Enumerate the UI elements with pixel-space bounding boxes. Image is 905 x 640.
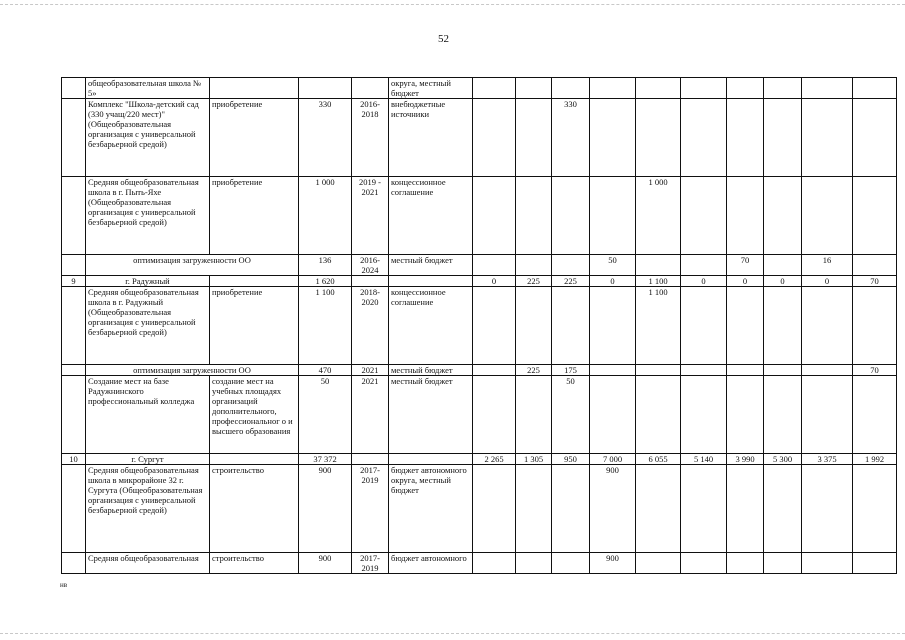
cell-y4 [590,287,636,365]
cell-y2 [516,376,552,454]
cell-y3: 175 [552,365,590,376]
cell-y2: 225 [516,365,552,376]
cell-y4: 7 000 [590,454,636,465]
cell-y6 [681,553,727,574]
table-row [62,255,897,276]
cell-y4 [590,99,636,177]
cell-y5 [636,553,681,574]
cell-qty: 900 [299,553,352,574]
cell-src: округа, местный бюджет [389,78,473,99]
cell-years: 2021 [352,376,389,454]
cell-y7 [727,376,764,454]
cell-y4 [590,365,636,376]
cell-y2 [516,255,552,276]
cell-name: оптимизация загруженности ОО [86,255,299,276]
cell-y1 [473,365,516,376]
cell-y5 [636,255,681,276]
cell-y3 [552,465,590,553]
cell-y9 [802,287,853,365]
cell-y1 [473,255,516,276]
cell-y7: 3 990 [727,454,764,465]
cell-qty: 1 620 [299,276,352,287]
cell-y3 [552,287,590,365]
footer-mark: нв [60,581,68,589]
cell-y7 [727,177,764,255]
cell-y7 [727,78,764,99]
table-row [62,376,897,454]
cell-years [352,454,389,465]
cell-y1 [473,465,516,553]
cell-name: Создание мест на базе Радужнинского профессиональный колледжа [86,376,210,454]
scan-bottom-edge [0,633,905,634]
cell-n [62,177,86,255]
cell-y7: 0 [727,276,764,287]
cell-y5 [636,465,681,553]
cell-y7 [727,465,764,553]
cell-y2: 1 305 [516,454,552,465]
cell-y1 [473,376,516,454]
cell-years [352,276,389,287]
cell-y1 [473,78,516,99]
cell-y3: 950 [552,454,590,465]
cell-type: строительство [210,465,299,553]
cell-y6 [681,365,727,376]
cell-qty: 470 [299,365,352,376]
cell-y4: 50 [590,255,636,276]
cell-y10 [853,177,897,255]
cell-y2 [516,465,552,553]
cell-qty: 1 100 [299,287,352,365]
cell-y1 [473,553,516,574]
cell-y7 [727,99,764,177]
cell-y8 [764,287,802,365]
cell-y3: 50 [552,376,590,454]
cell-src: местный бюджет [389,365,473,376]
cell-y8: 0 [764,276,802,287]
cell-years: 2016-2024 [352,255,389,276]
cell-type [210,454,299,465]
cell-y1 [473,287,516,365]
cell-y6 [681,177,727,255]
page-number: 52 [438,33,449,45]
cell-y4: 0 [590,276,636,287]
cell-src: бюджет автономного [389,553,473,574]
cell-y6 [681,287,727,365]
cell-qty: 136 [299,255,352,276]
cell-y4: 900 [590,553,636,574]
cell-y9 [802,465,853,553]
cell-n [62,287,86,365]
cell-years: 2017-2019 [352,553,389,574]
table-row [62,99,897,177]
cell-y3 [552,78,590,99]
cell-y4 [590,376,636,454]
cell-n: 9 [62,276,86,287]
cell-y10 [853,287,897,365]
cell-qty: 900 [299,465,352,553]
cell-n [62,553,86,574]
cell-y10 [853,78,897,99]
cell-years: 2019 - 2021 [352,177,389,255]
cell-y4 [590,177,636,255]
cell-y8 [764,78,802,99]
cell-y5 [636,78,681,99]
cell-type [210,78,299,99]
cell-y5 [636,99,681,177]
cell-years: 2017-2019 [352,465,389,553]
cell-qty: 50 [299,376,352,454]
cell-y8 [764,177,802,255]
cell-y3: 330 [552,99,590,177]
cell-src: внебюджетные источники [389,99,473,177]
cell-type: приобретение [210,287,299,365]
cell-y7: 70 [727,255,764,276]
cell-src [389,454,473,465]
cell-y6 [681,99,727,177]
cell-y9 [802,553,853,574]
cell-y10: 70 [853,276,897,287]
cell-src: местный бюджет [389,376,473,454]
cell-y10: 1 992 [853,454,897,465]
cell-y8: 5 300 [764,454,802,465]
cell-type: приобретение [210,99,299,177]
cell-y1 [473,177,516,255]
cell-name: Средняя общеобразовательная [86,553,210,574]
cell-type [210,276,299,287]
cell-name: Средняя общеобразовательная школа в г. Пыть-Яхе (Общеобразовательная организация с универсальной безбарьерной средой) [86,177,210,255]
cell-y10 [853,99,897,177]
cell-n [62,99,86,177]
cell-y6 [681,465,727,553]
cell-y5: 1 100 [636,287,681,365]
table-row [62,276,897,287]
cell-name: общеобразовательная школа № 5» [86,78,210,99]
cell-y8 [764,99,802,177]
cell-y10 [853,465,897,553]
cell-y3 [552,177,590,255]
cell-type: приобретение [210,177,299,255]
cell-y9 [802,177,853,255]
cell-src: местный бюджет [389,255,473,276]
cell-y9 [802,99,853,177]
cell-y10 [853,376,897,454]
cell-name: Средняя общеобразовательная школа в г. Радужный (Общеобразовательная организация с универсальной безбарьерной средой) [86,287,210,365]
cell-y5 [636,376,681,454]
cell-qty: 330 [299,99,352,177]
cell-years: 2021 [352,365,389,376]
cell-n [62,376,86,454]
cell-y2 [516,553,552,574]
cell-y8 [764,365,802,376]
cell-n [62,465,86,553]
cell-y5: 6 055 [636,454,681,465]
cell-y6: 5 140 [681,454,727,465]
cell-y4 [590,78,636,99]
investment-table [61,77,897,574]
cell-y10: 70 [853,365,897,376]
cell-y5 [636,365,681,376]
cell-n [62,365,86,376]
cell-name: г. Сургут [86,454,210,465]
cell-y9: 0 [802,276,853,287]
cell-qty: 1 000 [299,177,352,255]
cell-y8 [764,465,802,553]
cell-y9: 16 [802,255,853,276]
cell-name: Средняя общеобразовательная школа в микрорайоне 32 г. Сургута (Общеобразовательная организация с универсальной безбарьерной средой) [86,465,210,553]
cell-src: концессионное соглашение [389,287,473,365]
table-row [62,553,897,574]
cell-y9: 3 375 [802,454,853,465]
cell-y6 [681,255,727,276]
table-row [62,287,897,365]
cell-y5: 1 100 [636,276,681,287]
cell-src [389,276,473,287]
cell-src: бюджет автономного округа, местный бюджет [389,465,473,553]
table-row [62,465,897,553]
cell-y10 [853,553,897,574]
cell-y1 [473,99,516,177]
cell-y9 [802,365,853,376]
cell-y7 [727,365,764,376]
cell-qty: 37 372 [299,454,352,465]
cell-n: 10 [62,454,86,465]
cell-years: 2016-2018 [352,99,389,177]
cell-y1: 0 [473,276,516,287]
cell-y8 [764,255,802,276]
cell-src: концессионное соглашение [389,177,473,255]
cell-type: строительство [210,553,299,574]
cell-y9 [802,78,853,99]
cell-y6 [681,376,727,454]
cell-y9 [802,376,853,454]
cell-y4: 900 [590,465,636,553]
cell-years: 2018-2020 [352,287,389,365]
cell-y6 [681,78,727,99]
cell-y7 [727,287,764,365]
cell-y6: 0 [681,276,727,287]
cell-y2 [516,78,552,99]
cell-years [352,78,389,99]
cell-y8 [764,376,802,454]
table-row [62,78,897,99]
table-row [62,365,897,376]
cell-y3 [552,553,590,574]
cell-qty [299,78,352,99]
cell-name: оптимизация загруженности ОО [86,365,299,376]
cell-name: г. Радужный [86,276,210,287]
table-row [62,177,897,255]
cell-y8 [764,553,802,574]
cell-y1: 2 265 [473,454,516,465]
cell-y2 [516,177,552,255]
cell-y5: 1 000 [636,177,681,255]
cell-n [62,78,86,99]
scan-top-edge [0,4,905,5]
cell-y7 [727,553,764,574]
cell-y2 [516,99,552,177]
cell-n [62,255,86,276]
cell-type: создание мест на учебных площадях организаций дополнительного, профессиональног о и высшего образования [210,376,299,454]
cell-y3: 225 [552,276,590,287]
cell-y3 [552,255,590,276]
table-row [62,454,897,465]
cell-y2 [516,287,552,365]
cell-name: Комплекс "Школа-детский сад (330 учащ/220 мест)" (Общеобразовательная организация с универсальной безбарьерной средой) [86,99,210,177]
cell-y10 [853,255,897,276]
cell-y2: 225 [516,276,552,287]
